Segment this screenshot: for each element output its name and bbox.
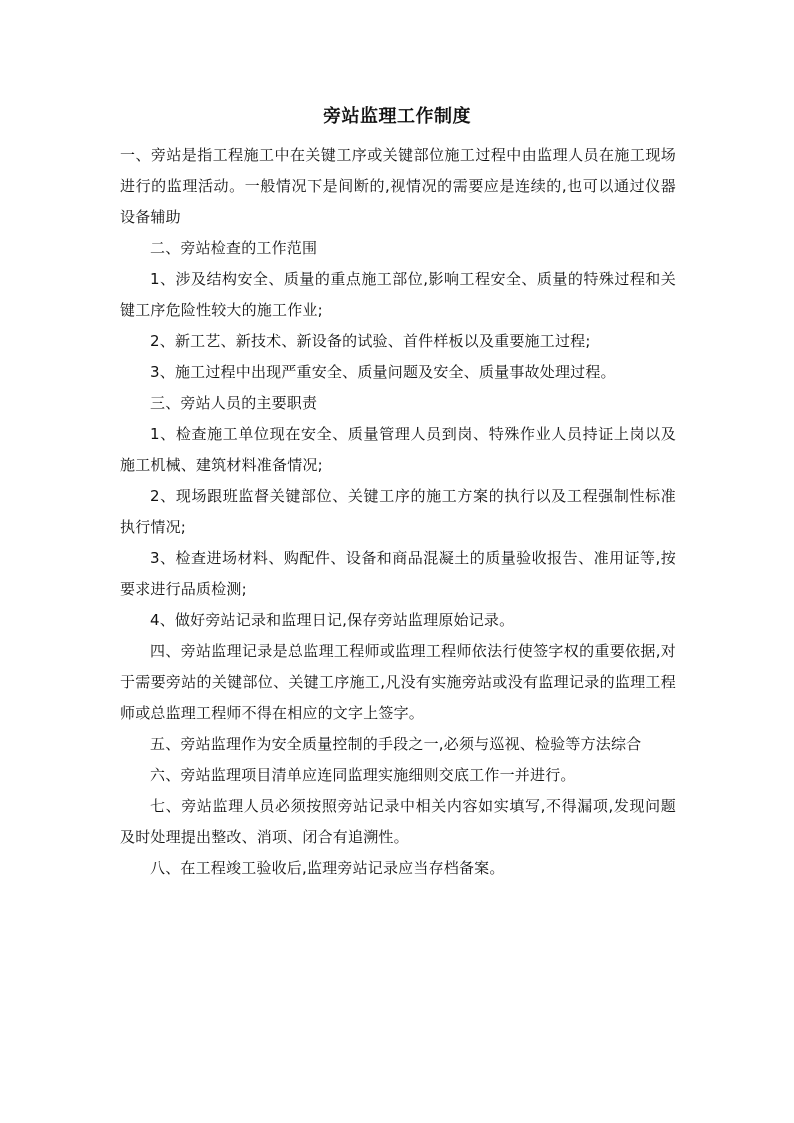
paragraph-5: 五、旁站监理作为安全质量控制的手段之一,必须与巡视、检验等方法综合 [150, 735, 642, 753]
list-item: 3、施工过程中出现严重安全、质量问题及安全、质量事故处理过程。 [150, 363, 616, 381]
list-item: 4、做好旁站记录和监理日记,保存旁站监理原始记录。 [150, 611, 515, 629]
paragraph-6: 六、旁站监理项目清单应连同监理实施细则交底工作一并进行。 [150, 766, 576, 784]
list-item: 2、新工艺、新技术、新设备的试验、首件样板以及重要施工过程; [150, 332, 591, 350]
section-heading-2: 二、旁站检查的工作范围 [150, 239, 318, 257]
paragraph-1: 一、旁站是指工程施工中在关键工序或关键部位施工过程中由监理人员在施工现场进行的监理活动。一般情况下是间断的,视情况的需要应是连续的,也可以通过仪器设备辅助 [120, 146, 676, 226]
paragraph-8: 八、在工程竣工验收后,监理旁站记录应当存档备案。 [150, 859, 505, 877]
document-body [120, 140, 676, 884]
document-title: 旁站监理工作制度 [323, 106, 471, 127]
list-item: 1、涉及结构安全、质量的重点施工部位,影响工程安全、质量的特殊过程和关键工序危险性较大的施工作业; [120, 270, 676, 319]
paragraph-4: 四、旁站监理记录是总监理工程师或监理工程师依法行使签字权的重要依据,对于需要旁站的关键部位、关键工序施工,凡没有实施旁站或没有监理记录的监理工程师或总监理工程师不得在相应的文字上签字。 [120, 642, 676, 722]
paragraph-7: 七、旁站监理人员必须按照旁站记录中相关内容如实填写,不得漏项,发现问题及时处理提出整改、消项、闭合有追溯性。 [120, 797, 676, 846]
list-item: 3、检查进场材料、购配件、设备和商品混凝土的质量验收报告、准用证等,按要求进行品质检测; [120, 549, 676, 598]
list-item: 2、现场跟班监督关键部位、关键工序的施工方案的执行以及工程强制性标准执行情况; [120, 487, 676, 536]
list-item: 1、检查施工单位现在安全、质量管理人员到岗、特殊作业人员持证上岗以及施工机械、建筑材料准备情况; [120, 425, 676, 474]
section-heading-3: 三、旁站人员的主要职责 [150, 394, 318, 412]
